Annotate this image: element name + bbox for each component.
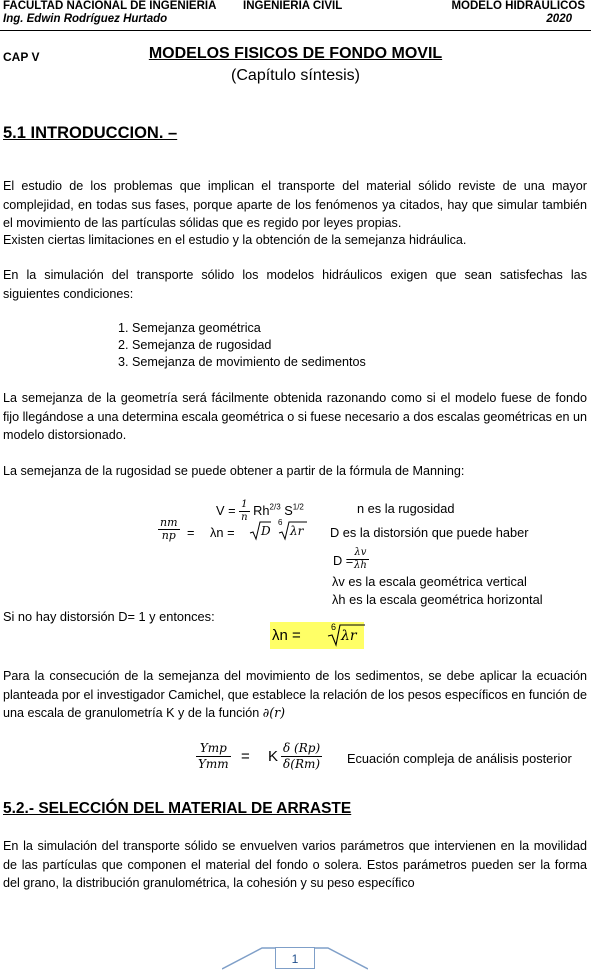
note-rugosity: n es la rugosidad [357,501,455,516]
paragraph-camichel [3,667,587,723]
header-course: MODELO HIDRAULICOS [451,0,585,12]
manning-s-exp: 1/2 [292,502,304,512]
camichel-equals: = [241,748,250,765]
ratio-fraction [158,517,180,542]
root-index: 6 [278,518,283,527]
chapter-label: CAP V [3,50,40,64]
chapter-title-text: MODELOS FISICOS DE FONDO MOVIL [148,45,443,62]
paragraph-material: En la simulación del transporte sólido se envuelven varios parámetros que intervienen en la movilidad de las partículas que componen el material del fondo o solera. Estos parámetros pueden ser la forma del grano, la distribución granulométrica, la cohesión y su peso específico [3,839,587,891]
root-expression [249,520,339,542]
list-item: 1. Semejanza geométrica [118,321,261,335]
root-arg: λr [290,524,304,538]
list-item: 3. Semejanza de movimiento de sedimentos [118,355,366,369]
header-faculty: FACULTAD NACIONAL DE INGENIERIA [3,0,217,12]
note-distortion: D es la distorsión que puede haber [330,525,529,540]
manning-num: 1 [239,499,249,512]
camichel-rhs-fraction [281,741,322,772]
note-lambda-v: λv es la escala geométrica vertical [332,574,527,589]
camichel-text: Para la consecución de la semejanza del movimiento de los sedimentos, se debe aplicar la ecuación planteada por el investigador Camichel, que establece la relación de los pesos específicos en función de una escala de granulometría K y de la función [3,669,587,721]
manning-den: n [241,512,248,523]
camichel-rhs-den: δ(Rm) [283,757,321,771]
d-lhs: D = [333,553,354,568]
ratio-den: np [161,529,176,542]
section-heading-material: 5.2.- SELECCIÓN DEL MATERIAL DE ARRASTE [3,800,352,817]
camichel-note: Ecuación compleja de análisis posterior [347,751,572,766]
header-department: INGENIERIA CIVIL [243,0,343,12]
paragraph-intro-3: En la simulación del transporte sólido los modelos hidráulicos exigen que sean satisfechas las siguientes condiciones: [3,268,587,301]
root-d: D [261,524,271,538]
no-distortion-text: Si no hay distorsión D= 1 y entonces: [3,609,215,624]
highlight-index: 6 [331,622,337,632]
camichel-lhs-den: Ymm [198,757,229,771]
conditions-list [118,320,366,371]
camichel-rhs-num: δ (Rp) [283,741,321,755]
paragraph-rugosity: La semejanza de la rugosidad se puede obtener a partir de la fórmula de Manning: [3,464,465,478]
d-fraction [352,547,369,572]
manning-s: S [284,502,293,518]
ratio-equals: = [187,525,195,540]
camichel-lhs-num: Ymp [196,741,231,757]
paragraph-intro-1: El estudio de los problemas que implican el transporte del material sólido reviste de una mayor complejidad, en todas sus fases, porque aparte de los fenómenos ya citados, hay que simular también el movimiento de las partículas sólidas que es regido por leyes propias. [3,179,587,231]
camichel-function: ∂(r) [262,705,286,721]
camichel-k: K [268,748,279,765]
header-year: 2020 [546,13,572,25]
section-heading-intro: 5.1 INTRODUCCION. – [3,124,178,142]
note-lambda-h: λh es la escala geométrica horizontal [332,592,543,607]
highlighted-formula [270,622,364,649]
chapter-subtitle: (Capítulo síntesis) [231,67,360,84]
highlight-lhs: λn = [272,627,301,644]
header-rule [0,30,591,31]
manning-lhs: V = [216,502,236,518]
camichel-lhs-fraction [196,741,231,772]
highlight-arg: λr [341,628,357,644]
chapter-title [0,45,591,63]
paragraph-geometry: La semejanza de la geometría será fácilmente obtenida razonando como si el modelo fuese de fondo fijo llegándose a una determina escala geométrica o si fuese necesario a dos escalas geométricas en un modelo distorsionado. [3,391,587,443]
page-number: 1 [275,947,315,969]
lambda-n-label: λn = [210,525,235,540]
manning-rh-exp: 2/3 [269,502,281,512]
ratio-num: nm [160,516,178,529]
list-item: 2. Semejanza de rugosidad [118,338,272,352]
manning-rh: Rh [253,502,270,518]
header-author: Ing. Edwin Rodríguez Hurtado [3,13,168,25]
d-num: λv [352,547,369,560]
d-den: λh [354,560,367,571]
paragraph-intro-2: Existen ciertas limitaciones en el estudio y la obtención de la semejanza hidráulica. [3,233,467,247]
